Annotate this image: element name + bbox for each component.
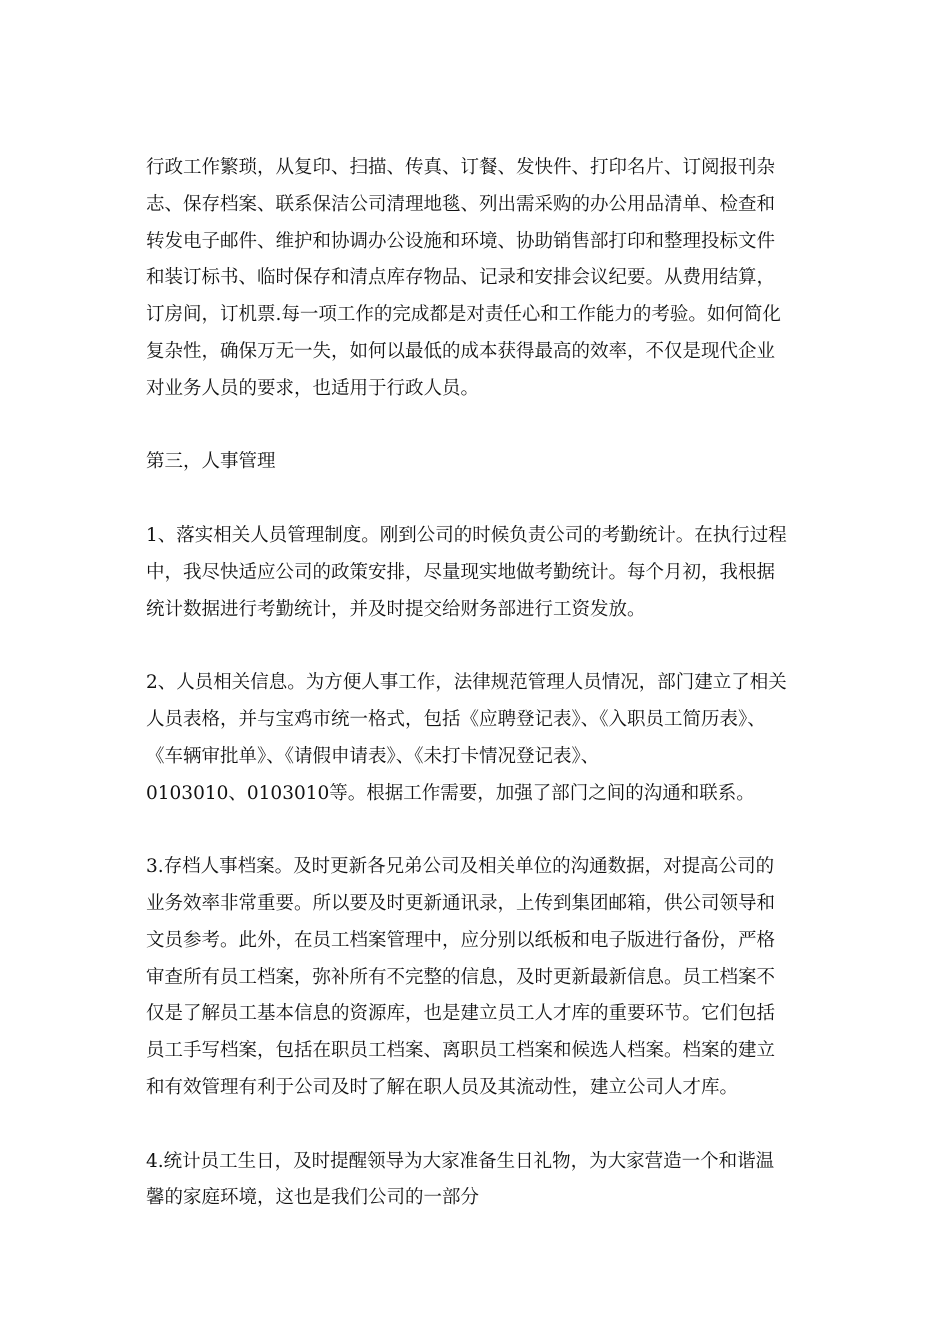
text-line: 《车辆审批单》、《请假申请表》、《未打卡情况登记表》、 xyxy=(146,745,600,767)
text-line: 审查所有员工档案，弥补所有不完整的信息，及时更新最新信息。员工档案不 xyxy=(146,966,776,988)
text-line: 行政工作繁琐，从复印、扫描、传真、订餐、发快件、打印名片、订阅报刊杂 xyxy=(146,157,776,178)
paragraph-item-3 xyxy=(146,849,810,1107)
text-line: 和有效管理有利于公司及时了解在职人员及其流动性，建立公司人才库。 xyxy=(146,1076,739,1098)
text-line: 2、人员相关信息。为方便人事工作，法律规范管理人员情况，部门建立了相关 xyxy=(146,672,787,694)
text-line: 中，我尽快适应公司的政策安排，尽量现实地做考勤统计。每个月初，我根据 xyxy=(146,561,776,583)
text-line: 业务效率非常重要。所以要及时更新通讯录，上传到集团邮箱，供公司领导和 xyxy=(146,892,776,914)
document-body xyxy=(146,150,810,1254)
text-line: 仅是了解员工基本信息的资源库，也是建立员工人才库的重要环节。它们包括 xyxy=(146,1003,776,1025)
text-line: 转发电子邮件、维护和协调办公设施和环境、协助销售部打印和整理投标文件 xyxy=(146,230,776,252)
text-line: 文员参考。此外，在员工档案管理中，应分别以纸板和电子版进行备份，严格 xyxy=(146,929,776,951)
text-line: 志、保存档案、联系保洁公司清理地毯、列出需采购的办公用品清单、检查和 xyxy=(146,193,776,215)
text-line: 和装订标书、临时保存和清点库存物品、记录和安排会议纪要。从费用结算， xyxy=(146,267,776,289)
text-line: 4.统计员工生日，及时提醒领导为大家准备生日礼物，为大家营造一个和谐温 xyxy=(146,1150,775,1172)
text-line: 3.存档人事档案。及时更新各兄弟公司及相关单位的沟通数据，对提高公司的 xyxy=(146,856,775,878)
text-line: 员工手写档案，包括在职员工档案、离职员工档案和候选人档案。档案的建立 xyxy=(146,1040,776,1062)
text-line: 0103010、0103010等。根据工作需要，加强了部门之间的沟通和联系。 xyxy=(146,782,755,804)
text-line: 1、落实相关人员管理制度。刚到公司的时候负责公司的考勤统计。在执行过程 xyxy=(146,524,787,546)
paragraph-item-1 xyxy=(146,518,810,628)
text-line: 对业务人员的要求，也适用于行政人员。 xyxy=(146,377,480,399)
text-line: 订房间，订机票.每一项工作的完成都是对责任心和工作能力的考验。如何简化 xyxy=(146,304,781,326)
text-line: 人员表格，并与宝鸡市统一格式，包括《应聘登记表》、《入职员工简历表》、 xyxy=(146,708,766,730)
text-line: 馨的家庭环境，这也是我们公司的一部分 xyxy=(146,1187,480,1209)
heading-text: 第三，人事管理 xyxy=(146,451,276,473)
paragraph-admin-work xyxy=(146,150,810,408)
text-line: 复杂性，确保万无一失，如何以最低的成本获得最高的效率，不仅是现代企业 xyxy=(146,340,776,362)
section-heading xyxy=(146,444,810,481)
text-line: 统计数据进行考勤统计，并及时提交给财务部进行工资发放。 xyxy=(146,598,646,620)
paragraph-item-2 xyxy=(146,665,810,812)
paragraph-item-4 xyxy=(146,1144,810,1218)
